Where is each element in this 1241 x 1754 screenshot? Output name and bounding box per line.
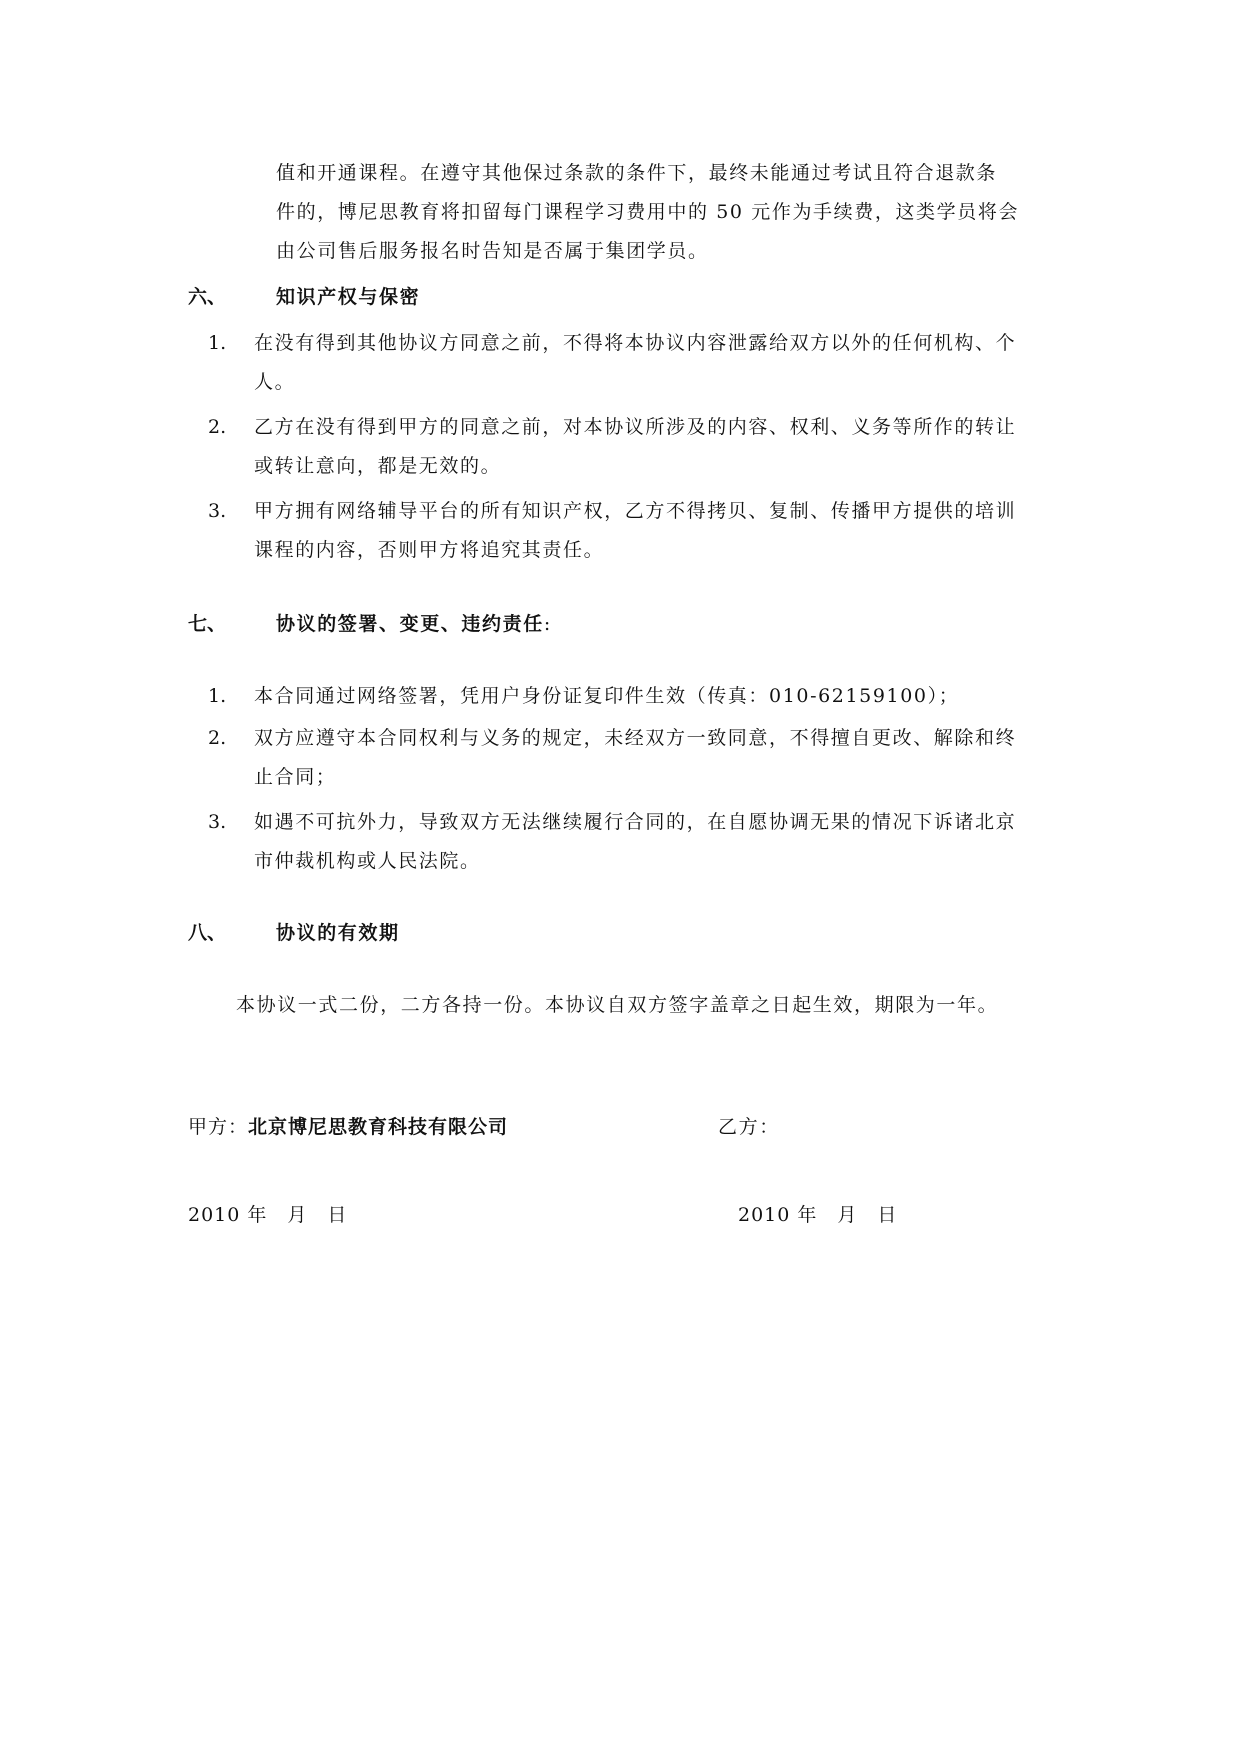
section-6-item-1-number: 1. bbox=[208, 332, 227, 354]
party-b-date: 2010 年 月 日 bbox=[738, 1204, 898, 1226]
section-6-item-3-line-2: 课程的内容，否则甲方将追究其责任。 bbox=[254, 539, 605, 561]
section-8-number: 八、 bbox=[188, 922, 227, 944]
section-7-item-3-line-2: 市仲裁机构或人民法院。 bbox=[254, 850, 481, 872]
party-a-label: 甲方： bbox=[188, 1116, 249, 1138]
section-7-title-text: 协议的签署、变更、违约责任 bbox=[276, 613, 544, 635]
section-6-item-3-number: 3. bbox=[208, 500, 227, 522]
section-6-item-1-line-2: 人。 bbox=[254, 371, 296, 393]
section-8-title: 协议的有效期 bbox=[276, 922, 400, 944]
section-7-title-colon: : bbox=[543, 613, 552, 635]
party-a-line bbox=[188, 1114, 508, 1140]
section-6-item-1-line-1: 在没有得到其他协议方同意之前，不得将本协议内容泄露给双方以外的任何机构、个 bbox=[254, 332, 1017, 354]
section-6-item-2-line-2: 或转让意向，都是无效的。 bbox=[254, 455, 502, 477]
section-7-item-2-line-1: 双方应遵守本合同权利与义务的规定，未经双方一致同意，不得擅自更改、解除和终 bbox=[254, 727, 1017, 749]
section-7-item-3-line-1: 如遇不可抗外力，导致双方无法继续履行合同的，在自愿协调无果的情况下诉诸北京 bbox=[254, 811, 1017, 833]
section-6-title: 知识产权与保密 bbox=[276, 286, 421, 308]
section-6-item-3-line-1: 甲方拥有网络辅导平台的所有知识产权，乙方不得拷贝、复制、传播甲方提供的培训 bbox=[254, 500, 1017, 522]
section-6-number: 六、 bbox=[188, 286, 227, 308]
section-7-item-2-line-2: 止合同； bbox=[254, 766, 337, 788]
section-7-item-1-number: 1. bbox=[208, 685, 227, 707]
party-b-label: 乙方： bbox=[718, 1116, 780, 1138]
party-a-name: 北京博尼思教育科技有限公司 bbox=[248, 1116, 509, 1138]
intro-line-2: 件的，博尼思教育将扣留每门课程学习费用中的 50 元作为手续费，这类学员将会 bbox=[276, 201, 1020, 223]
section-6-item-2-line-1: 乙方在没有得到甲方的同意之前，对本协议所涉及的内容、权利、义务等所作的转让 bbox=[254, 416, 1017, 438]
section-7-item-1-line-1: 本合同通过网络签署，凭用户身份证复印件生效（传真：010-62159100）； bbox=[254, 685, 960, 707]
section-7-number: 七、 bbox=[188, 613, 227, 635]
section-8-body: 本协议一式二份，二方各持一份。本协议自双方签字盖章之日起生效，期限为一年。 bbox=[236, 994, 999, 1016]
intro-line-1: 值和开通课程。在遵守其他保过条款的条件下，最终未能通过考试且符合退款条 bbox=[276, 162, 998, 184]
section-7-title bbox=[276, 611, 552, 637]
section-7-item-3-number: 3. bbox=[208, 811, 227, 833]
section-7-item-2-number: 2. bbox=[208, 727, 227, 749]
section-6-item-2-number: 2. bbox=[208, 416, 227, 438]
party-a-date: 2010 年 月 日 bbox=[188, 1204, 348, 1226]
intro-line-3: 由公司售后服务报名时告知是否属于集团学员。 bbox=[276, 240, 709, 262]
